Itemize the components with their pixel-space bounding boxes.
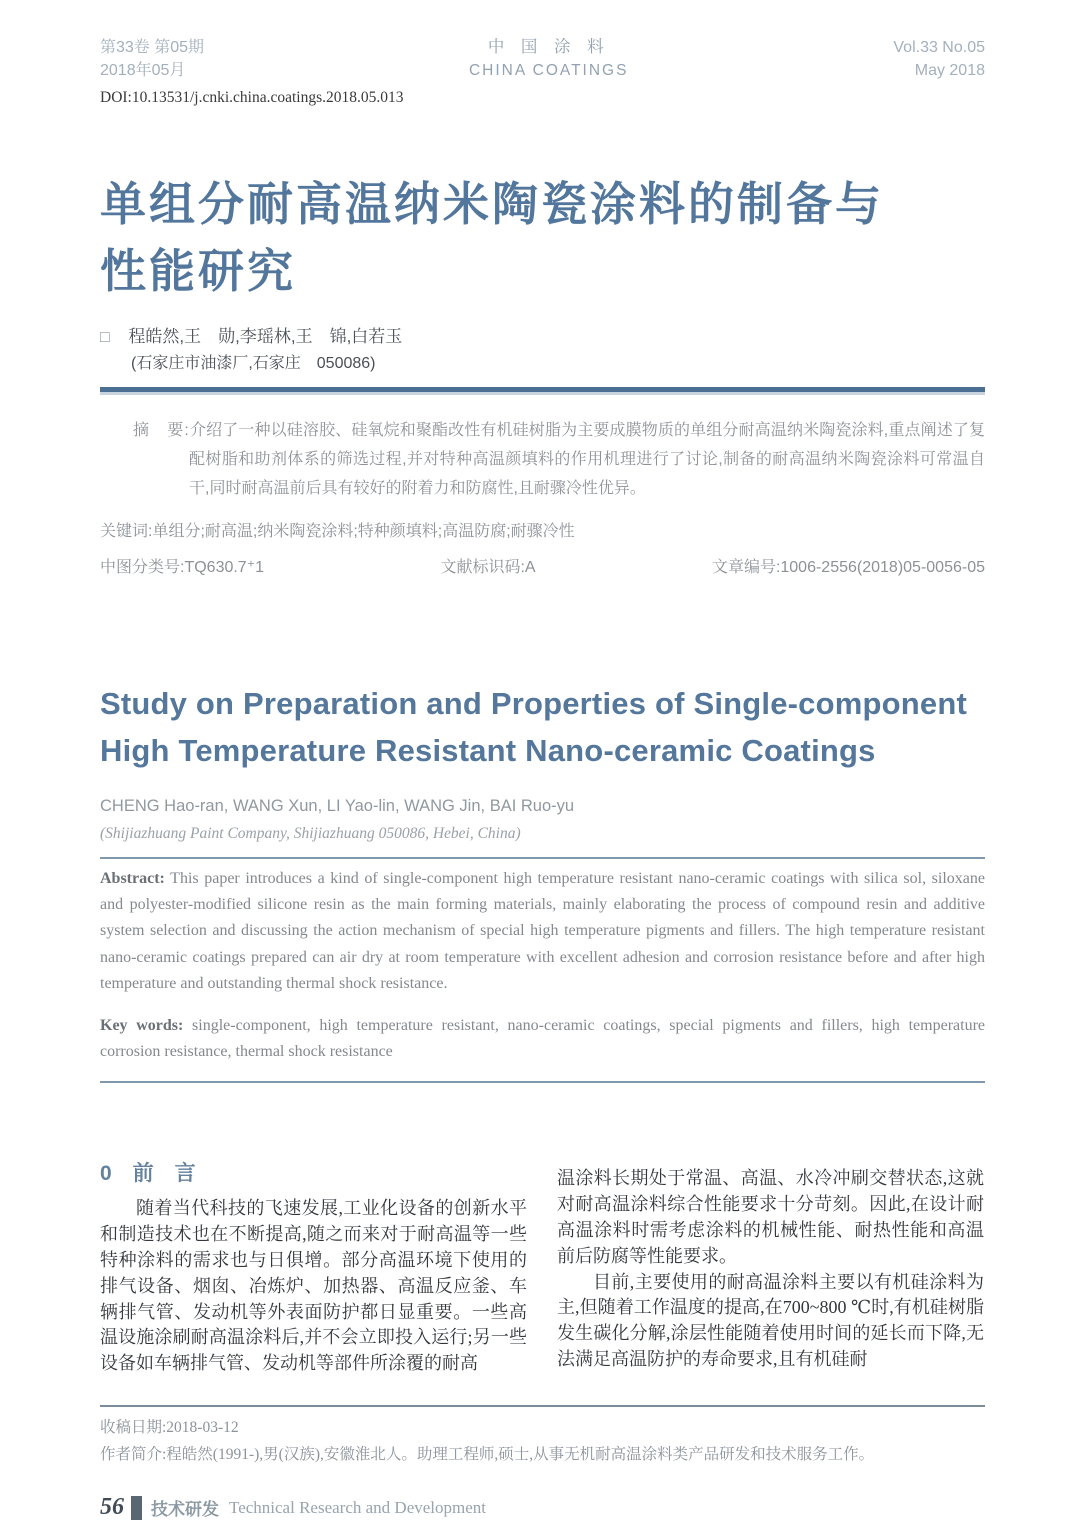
title-en-line1: Study on Preparation and Properties of Single-component <box>100 686 968 721</box>
doi-line: DOI:10.13531/j.cnki.china.coatings.2018.05.013 <box>100 89 404 106</box>
article-title-cn <box>100 171 985 305</box>
author-bio: 作者简介:程皓然(1991-),男(汉族),安徽淮北人。助理工程师,硕士,从事无机耐高温涂料类产品研发和技术服务工作。 <box>100 1446 875 1464</box>
footnote-block <box>100 1414 985 1468</box>
footnote-divider <box>100 1405 985 1407</box>
journal-name <box>469 36 628 82</box>
abstract-en-text: This paper introduces a kind of single-component high temperature resistant nano-ceramic coatings with silica sol, siloxane and polyester-modified silicone resin as the main forming materials, mainly elaborating the process of compound resin and additive system selection and discussing the action mechanism of special high temperature pigments and fillers. The high temperature resistant nano-ceramic coatings prepared can air dry at room temperature with excellent adhesion and corrosion resistance before and after high temperature and outstanding thermal shock resistance. <box>100 870 985 992</box>
abstract-cn <box>133 416 985 503</box>
article-id: 文章编号:1006-2556(2018)05-0056-05 <box>711 559 985 576</box>
intro-paragraph-1-cont: 温涂料长期处于常温、高温、水冷冲刷交替状态,这就对耐高温涂料综合性能要求十分苛刻。因此,在设计耐高温涂料时需考虑涂料的机械性能、耐热性能和高温前后防腐等性能要求。 <box>557 1168 984 1266</box>
keywords-en-text: single-component, high temperature resistant, nano-ceramic coatings, special pigments and fillers, high temperature corrosion resistance, thermal shock resistance <box>100 1017 986 1061</box>
article-title-en <box>100 680 985 774</box>
left-column <box>100 1159 527 1405</box>
author-names-cn: 程皓然,王 勋,李瑶林,王 锦,白若玉 <box>128 327 403 346</box>
title-divider <box>100 387 985 395</box>
square-bullet-icon: □ <box>100 329 110 346</box>
journal-header <box>100 36 985 82</box>
journal-name-cn: 中 国 涂 料 <box>487 38 610 56</box>
abstract-top-divider <box>100 857 985 859</box>
journal-name-en: CHINA COATINGS <box>468 62 629 79</box>
footer-section-en: Technical Research and Development <box>229 1497 487 1517</box>
abstract-cn-text: 介绍了一种以硅溶胶、硅氧烷和聚酯改性有机硅树脂为主要成膜物质的单组分耐高温纳米陶瓷涂料,重点阐述了复配树脂和助剂体系的筛选过程,并对特种高温颜填料的作用机理进行了讨论,制备的耐高温纳米陶瓷涂料可常温自干,同时耐高温前后具有较好的附着力和防腐性,且耐骤冷性优异。 <box>189 422 985 497</box>
date-en: May 2018 <box>914 62 985 79</box>
authors-cn <box>100 325 985 350</box>
volume-issue-en: Vol.33 No.05 <box>893 39 985 56</box>
page-content <box>100 36 985 1521</box>
received-date: 收稿日期:2018-03-12 <box>100 1419 239 1437</box>
footer-section-cn: 技术研发 <box>151 1500 219 1520</box>
intro-paragraph-2: 目前,主要使用的耐高温涂料主要以有机硅涂料为主,但随着工作温度的提高,在700~800 ℃时,有机硅树脂发生碳化分解,涂层性能随着使用时间的延长而下降,无法满足高温防护的寿命要求,且有机硅耐 <box>557 1271 984 1369</box>
body-columns <box>100 1159 985 1405</box>
keywords-cn-text: 单组分;耐高温;纳米陶瓷涂料;特种颜填料;高温防腐;耐骤冷性 <box>152 523 575 540</box>
keywords-cn <box>100 519 985 545</box>
affiliation-cn: (石家庄市油漆厂,石家庄 050086) <box>131 355 376 372</box>
date-cn: 2018年05月 <box>100 62 186 79</box>
title-cn-line1: 单组分耐高温纳米陶瓷涂料的制备与 <box>100 178 884 230</box>
keywords-en-label: Key words: <box>100 1017 184 1035</box>
affiliation-en: (Shijiazhuang Paint Company, Shijiazhuang 050086, Hebei, China) <box>100 825 521 842</box>
right-column <box>557 1159 984 1405</box>
clc-number: 中图分类号:TQ630.7⁺1 <box>100 559 265 576</box>
footer-bar-icon <box>131 1496 142 1520</box>
document-code: 文献标识码:A <box>440 559 536 576</box>
keywords-cn-label: 关键词: <box>100 523 153 540</box>
abstract-en <box>100 866 985 997</box>
page-footer <box>100 1494 985 1521</box>
intro-paragraph-1: 随着当代科技的飞速发展,工业化设备的创新水平和制造技术也在不断提高,随之而来对于耐高温等一些特种涂料的需求也与日俱增。部分高温环境下使用的排气设备、烟囱、冶炼炉、加热器、高温反应釜、车辆排气管、发动机等外表面防护都日显重要。一些高温设施涂刷耐高温涂料后,并不会立即投入运行;另一些设备如车辆排气管、发动机等部件所涂覆的耐高 <box>100 1198 527 1374</box>
section-heading-intro: 0 前 言 <box>100 1162 196 1186</box>
header-volume-cn <box>100 36 204 82</box>
abstract-bottom-divider <box>100 1081 985 1083</box>
page-number: 56 <box>100 1494 124 1521</box>
volume-issue-cn: 第33卷 第05期 <box>100 39 205 56</box>
authors-en: CHENG Hao-ran, WANG Xun, LI Yao-lin, WANG Jin, BAI Ruo-yu <box>100 797 575 815</box>
title-en-line2: High Temperature Resistant Nano-ceramic Coatings <box>100 733 876 768</box>
keywords-en <box>100 1013 985 1065</box>
classification-line <box>100 556 985 580</box>
header-volume-en <box>893 36 985 82</box>
title-cn-line2: 性能研究 <box>100 245 296 297</box>
abstract-en-label: Abstract: <box>100 870 165 887</box>
abstract-cn-label: 摘 要: <box>133 422 190 439</box>
